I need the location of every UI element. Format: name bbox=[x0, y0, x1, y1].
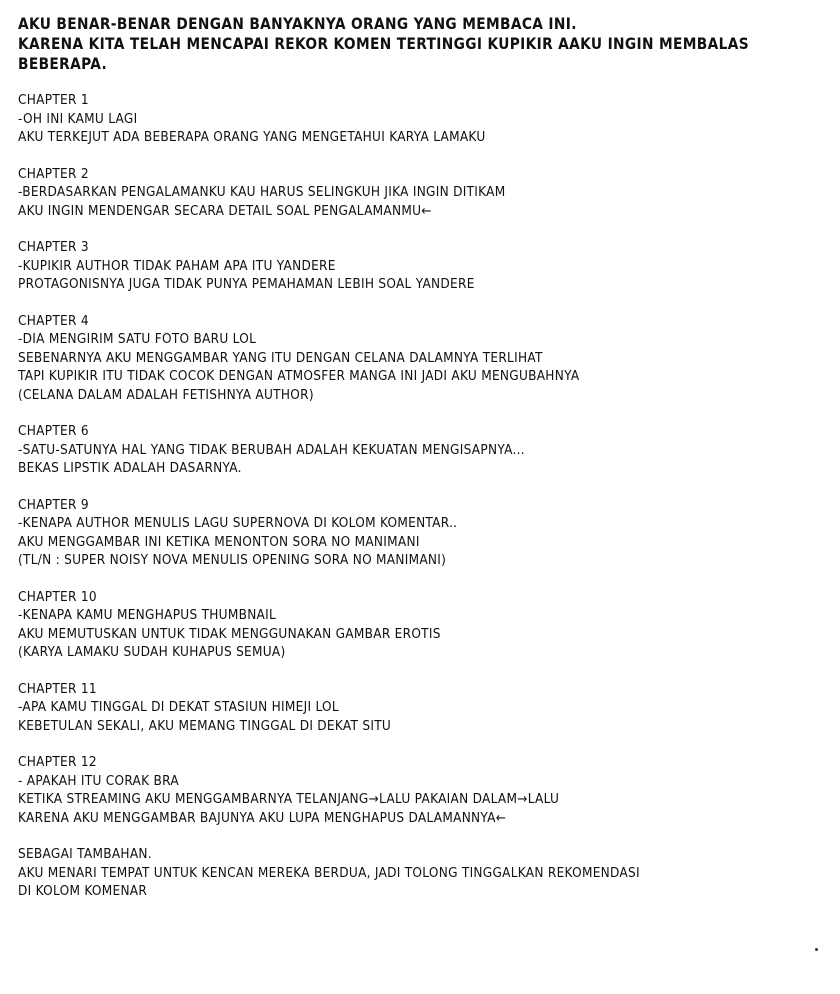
section-line: AKU MENARI TEMPAT UNTUK KENCAN MEREKA BERDUA, JADI TOLONG TINGGALKAN REKOMENDASI bbox=[18, 864, 640, 881]
section-line: -KUPIKIR AUTHOR TIDAK PAHAM APA ITU YANDERE bbox=[18, 257, 336, 274]
stray-dot bbox=[815, 948, 818, 951]
section-line: TAPI KUPIKIR ITU TIDAK COCOK DENGAN ATMOSFER MANGA INI JADI AKU MENGUBAHNYA bbox=[18, 368, 580, 384]
section-addendum bbox=[18, 845, 830, 901]
section-chapter-9 bbox=[18, 496, 830, 570]
section-line: KEBETULAN SEKALI, AKU MEMANG TINGGAL DI DEKAT SITU bbox=[18, 717, 392, 734]
section-chapter-11 bbox=[18, 680, 830, 736]
section-line: -KENAPA KAMU MENGHAPUS THUMBNAIL bbox=[18, 607, 277, 623]
section-heading: CHAPTER 10 bbox=[18, 588, 97, 605]
section-line: DI KOLOM KOMENAR bbox=[18, 883, 148, 899]
section-line: PROTAGONISNYA JUGA TIDAK PUNYA PEMAHAMAN LEBIH SOAL YANDERE bbox=[18, 276, 475, 292]
section-chapter-3 bbox=[18, 238, 830, 294]
intro-line: BEBERAPA. bbox=[18, 54, 108, 73]
intro-line: AKU BENAR-BENAR DENGAN BANYAKNYA ORANG YANG MEMBACA INI. bbox=[18, 14, 577, 33]
intro-paragraph bbox=[18, 14, 830, 74]
section-chapter-1 bbox=[18, 91, 830, 147]
section-line: AKU MEMUTUSKAN UNTUK TIDAK MENGGUNAKAN GAMBAR EROTIS bbox=[18, 625, 441, 642]
section-line: -SATU-SATUNYA HAL YANG TIDAK BERUBAH ADALAH KEKUATAN MENGISAPNYA... bbox=[18, 441, 525, 458]
section-line: SEBENARNYA AKU MENGGAMBAR YANG ITU DENGAN CELANA DALAMNYA TERLIHAT bbox=[18, 349, 543, 366]
section-line: -KENAPA AUTHOR MENULIS LAGU SUPERNOVA DI KOLOM KOMENTAR.. bbox=[18, 515, 458, 531]
section-line: AKU MENGGAMBAR INI KETIKA MENONTON SORA NO MANIMANI bbox=[18, 533, 420, 550]
section-heading: CHAPTER 2 bbox=[18, 165, 89, 182]
section-line: AKU TERKEJUT ADA BEBERAPA ORANG YANG MENGETAHUI KARYA LAMAKU bbox=[18, 129, 486, 145]
section-heading: SEBAGAI TAMBAHAN. bbox=[18, 846, 152, 862]
section-heading: CHAPTER 11 bbox=[18, 680, 97, 697]
section-chapter-4 bbox=[18, 312, 830, 405]
section-line: (KARYA LAMAKU SUDAH KUHAPUS SEMUA) bbox=[18, 644, 286, 660]
section-line: -OH INI KAMU LAGI bbox=[18, 110, 138, 127]
section-chapter-6 bbox=[18, 422, 830, 478]
section-line: (CELANA DALAM ADALAH FETISHNYA AUTHOR) bbox=[18, 386, 314, 403]
section-chapter-2 bbox=[18, 165, 830, 221]
section-chapter-10 bbox=[18, 588, 830, 662]
section-line: -APA KAMU TINGGAL DI DEKAT STASIUN HIMEJI LOL bbox=[18, 699, 339, 715]
section-line: - APAKAH ITU CORAK BRA bbox=[18, 772, 179, 789]
section-heading: CHAPTER 9 bbox=[18, 496, 89, 513]
section-line: -BERDASARKAN PENGALAMANKU KAU HARUS SELINGKUH JIKA INGIN DITIKAM bbox=[18, 184, 506, 200]
section-line: (TL/N : SUPER NOISY NOVA MENULIS OPENING SORA NO MANIMANI) bbox=[18, 552, 447, 568]
section-heading: CHAPTER 6 bbox=[18, 423, 89, 439]
document-page bbox=[18, 14, 830, 919]
intro-line: KARENA KITA TELAH MENCAPAI REKOR KOMEN TERTINGGI KUPIKIR AAKU INGIN MEMBALAS bbox=[18, 34, 749, 53]
section-line: -DIA MENGIRIM SATU FOTO BARU LOL bbox=[18, 331, 257, 347]
section-chapter-12 bbox=[18, 753, 830, 827]
section-heading: CHAPTER 1 bbox=[18, 92, 89, 108]
section-heading: CHAPTER 12 bbox=[18, 754, 97, 770]
section-line: KETIKA STREAMING AKU MENGGAMBARNYA TELANJANG→LALU PAKAIAN DALAM→LALU bbox=[18, 791, 560, 807]
section-line: AKU INGIN MENDENGAR SECARA DETAIL SOAL PENGALAMANMU← bbox=[18, 202, 432, 219]
section-line: BEKAS LIPSTIK ADALAH DASARNYA. bbox=[18, 460, 242, 476]
section-heading: CHAPTER 3 bbox=[18, 239, 89, 255]
section-heading: CHAPTER 4 bbox=[18, 312, 89, 329]
section-line: KARENA AKU MENGGAMBAR BAJUNYA AKU LUPA MENGHAPUS DALAMANNYA← bbox=[18, 809, 507, 826]
